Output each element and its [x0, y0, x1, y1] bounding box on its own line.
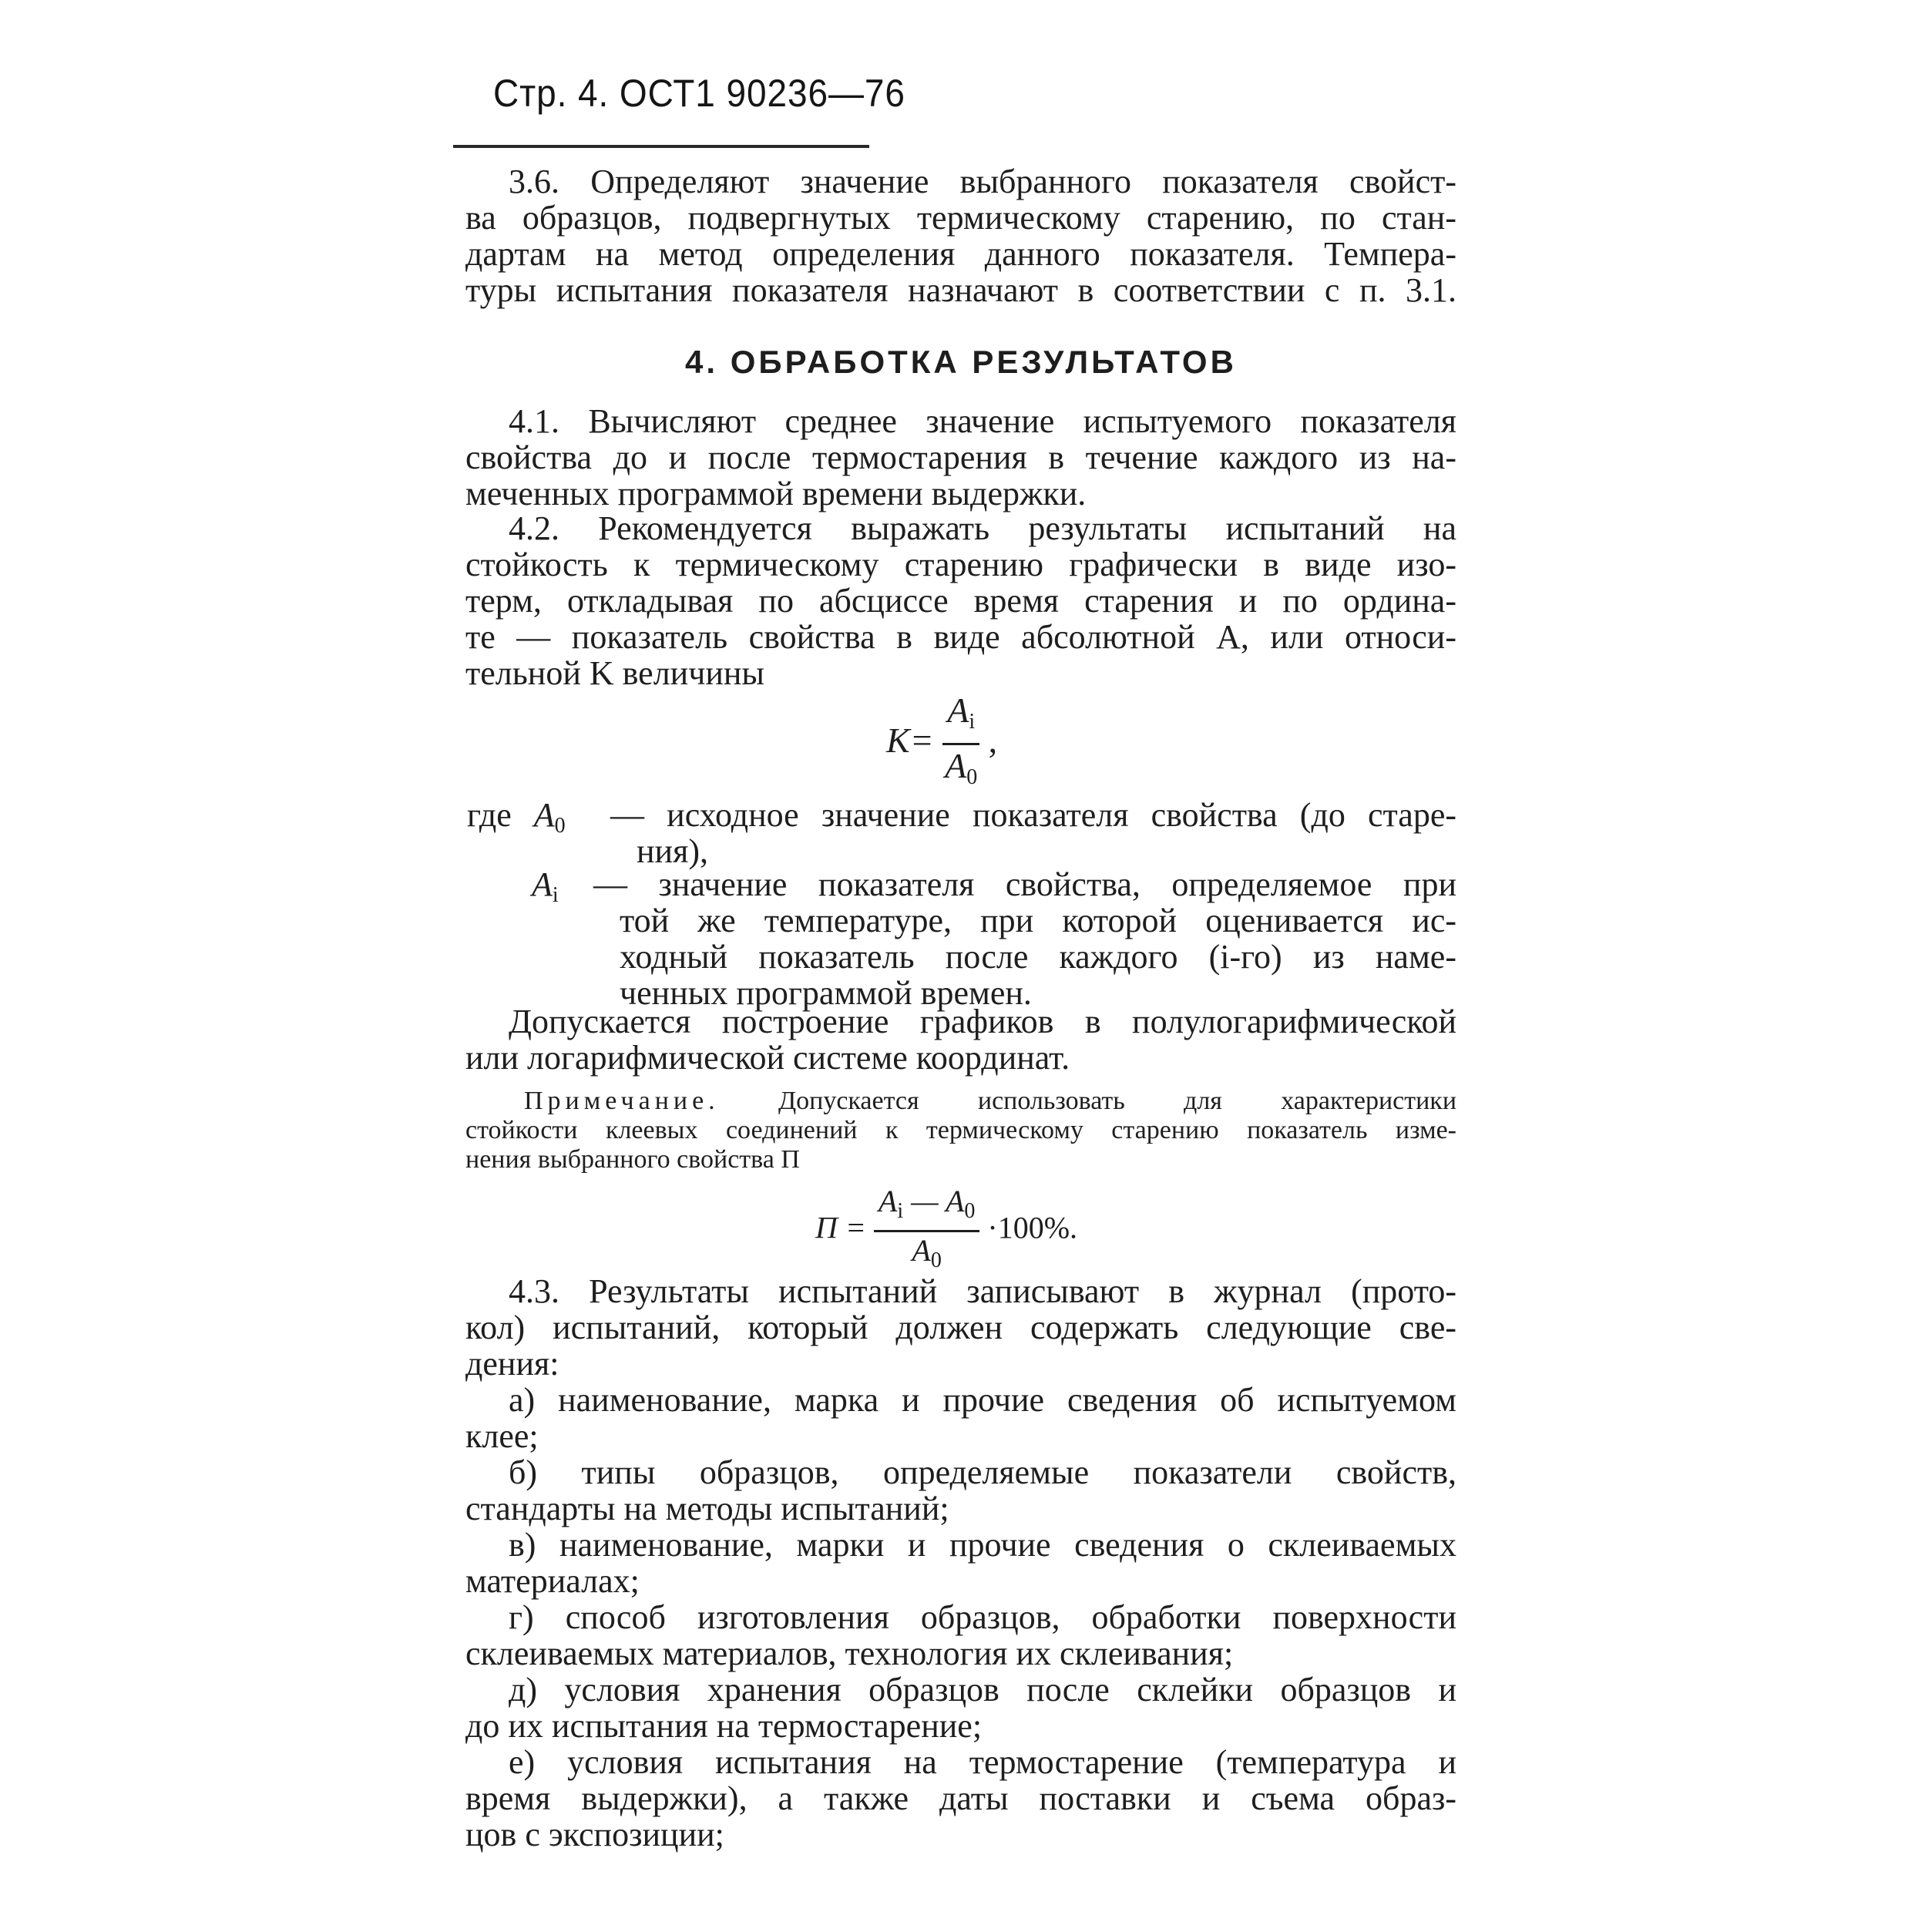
- text-line: — значение показателя свойства, определяемое при: [593, 865, 1456, 903]
- paragraph-4-2: [465, 510, 1456, 691]
- paragraph-allowed: [465, 1003, 1456, 1076]
- text-line: Допускается построение графиков в полулогарифмической: [509, 1003, 1456, 1040]
- text-line: туры испытания показателя назначают в соответствии с п. 3.1.: [465, 271, 1456, 309]
- where-label: где: [467, 796, 512, 834]
- text-line: клее;: [465, 1417, 539, 1455]
- list-item: в) наименование, марки и прочие сведения о склеиваемых: [509, 1526, 1456, 1564]
- text-line: свойства до и после термостарения в течение каждого из на-: [465, 438, 1456, 476]
- symbol: A: [878, 1184, 898, 1218]
- text-line: ходный показатель после каждого (i-го) из наме-: [620, 938, 1456, 976]
- symbol: A: [533, 796, 555, 834]
- symbol: A: [947, 690, 969, 730]
- text-line: те — показатель свойства в виде абсолютной A, или относи-: [465, 618, 1456, 656]
- text-line: стандарты на методы испытаний;: [465, 1490, 949, 1527]
- header-rule: [453, 145, 869, 148]
- formula-lhs: K=: [886, 721, 934, 761]
- text-line: склеиваемых материалов, технология их склеивания;: [465, 1635, 1234, 1672]
- paragraph-4-1: [465, 403, 1456, 512]
- list-item: г) способ изготовления образцов, обработки поверхности: [509, 1598, 1456, 1636]
- text-line: — исходное значение показателя свойства (до старе-: [610, 796, 1456, 834]
- symbol: A: [945, 746, 967, 785]
- symbol: A: [532, 865, 553, 903]
- text-line: терм, откладывая по абсциссе время старения и по ордина-: [465, 582, 1456, 620]
- list-item: д) условия хранения образцов после склейки образцов и: [509, 1671, 1456, 1709]
- definition-where: [467, 797, 566, 844]
- text-line: ва образцов, подвергнутых термическому старению, по стан-: [465, 199, 1456, 237]
- definition-a0: [610, 797, 1456, 869]
- symbol: A: [912, 1233, 931, 1268]
- numerator: [942, 690, 979, 745]
- text-line: 4.2. Рекомендуется выражать результаты испытаний на: [509, 509, 1456, 547]
- formula-k: [886, 690, 997, 798]
- subscript: i: [969, 710, 976, 734]
- text-line: материалах;: [465, 1562, 640, 1600]
- formula-p: [815, 1183, 1077, 1279]
- subscript: 0: [930, 1248, 942, 1272]
- text-line: 3.6. Определяют значение выбранного показателя свойст-: [509, 163, 1456, 200]
- text-line: меченных программой времени выдержки.: [465, 475, 1087, 512]
- definition-ai: [593, 866, 1456, 1011]
- text-line: цов с экспозиции;: [465, 1816, 724, 1853]
- text-line: до их испытания на термостарение;: [465, 1707, 983, 1745]
- note-line: нения выбранного свойства П: [465, 1145, 800, 1174]
- text-line: той же температуре, при которой оценивается ис-: [620, 902, 1456, 939]
- subscript: 0: [966, 765, 978, 789]
- text-line: ния),: [637, 832, 708, 870]
- subscript: i: [897, 1199, 904, 1223]
- text-line: время выдержки), а также даты поставки и съема образ-: [465, 1779, 1456, 1817]
- paragraph-3-6: [465, 163, 1456, 308]
- note-text: Допускается использовать для характеристики: [778, 1087, 1457, 1115]
- text-line: или логарифмической системе координат.: [465, 1039, 1070, 1077]
- list-item: е) условия испытания на термостарение (температура и: [509, 1743, 1456, 1781]
- formula-tail: ·100%.: [987, 1210, 1078, 1245]
- symbol: — A: [903, 1184, 965, 1218]
- text-line: дартам на метод определения данного показателя. Темпера-: [465, 235, 1456, 273]
- numerator: [874, 1183, 980, 1232]
- formula-tail: ,: [988, 721, 998, 761]
- fraction: [874, 1183, 980, 1279]
- denominator: [945, 745, 977, 798]
- note: [465, 1087, 1456, 1174]
- paragraph-4-3: [465, 1273, 1456, 1853]
- formula-lhs: П =: [815, 1210, 866, 1245]
- subscript: 0: [554, 814, 566, 838]
- note-line: [465, 1087, 1456, 1116]
- page-header: Стр. 4. ОСТ1 90236—76: [493, 72, 905, 115]
- subscript: i: [552, 883, 559, 907]
- note-label: Примечание.: [524, 1087, 720, 1115]
- text-line: дения:: [465, 1345, 559, 1383]
- list-item: а) наименование, марка и прочие сведения об испытуемом: [509, 1381, 1456, 1419]
- text-line: 4.1. Вычисляют среднее значение испытуемого показателя: [509, 402, 1456, 440]
- text-line: кол) испытаний, который должен содержать следующие све-: [465, 1309, 1456, 1346]
- text-line: ченных программой времен.: [620, 974, 1032, 1012]
- subscript: 0: [964, 1199, 976, 1223]
- note-line: стойкости клеевых соединений к термическому старению показатель изме-: [465, 1116, 1456, 1144]
- section-title: 4. ОБРАБОТКА РЕЗУЛЬТАТОВ: [685, 344, 1237, 380]
- text-line: 4.3. Результаты испытаний записывают в журнал (прото-: [509, 1272, 1456, 1310]
- definition-ai-symbol: [532, 866, 559, 913]
- list-item: б) типы образцов, определяемые показатели свойств,: [509, 1453, 1456, 1491]
- text-line: тельной K величины: [465, 654, 764, 692]
- text-line: стойкость к термическому старению графически в виде изо-: [465, 546, 1456, 583]
- fraction: [942, 690, 979, 798]
